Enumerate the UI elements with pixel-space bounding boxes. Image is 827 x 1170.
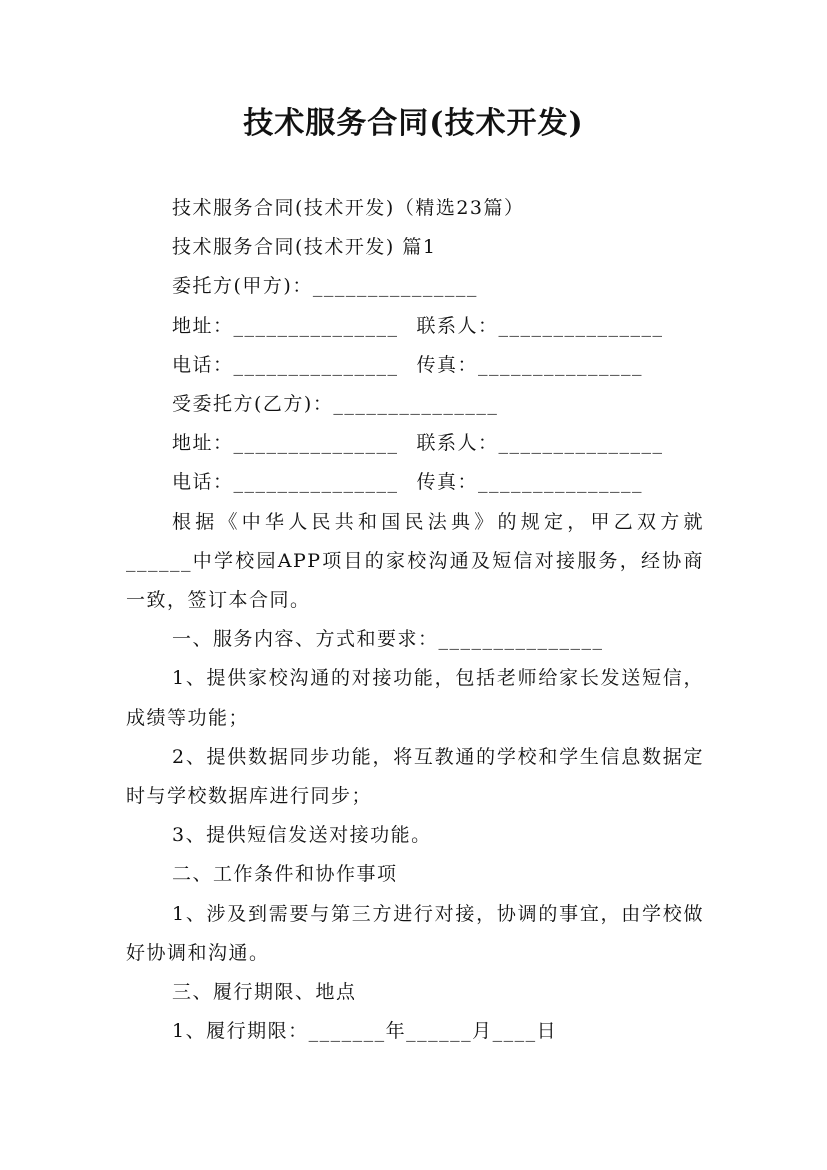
clause-1-heading: 一、服务内容、方式和要求：_______________	[172, 628, 604, 651]
party-b-fax: 传真：_______________	[416, 471, 644, 494]
party-a-fax: 传真：_______________	[416, 353, 644, 376]
party-b-contact: 联系人：_______________	[416, 432, 664, 455]
clause-3-heading: 三、履行期限、地点	[172, 981, 357, 1004]
clause-1-item-2: 2、提供数据同步功能，将互教通的学校和学生信息数据定时与学校数据库进行同步；	[126, 745, 704, 808]
party-b-address-contact	[126, 424, 704, 463]
party-b-phone-fax	[126, 463, 704, 502]
clause-1-item-3: 3、提供短信发送对接功能。	[172, 824, 432, 847]
document-title: 技术服务合同(技术开发)	[243, 106, 584, 141]
party-b-line: 受委托方(乙方)：_______________	[172, 393, 499, 416]
clause-2-heading: 二、工作条件和协作事项	[172, 863, 398, 886]
clause-2-item-1: 1、涉及到需要与第三方进行对接，协调的事宜，由学校做好协调和沟通。	[126, 902, 704, 964]
party-b-address: 地址：_______________	[172, 432, 399, 455]
party-a-line: 委托方(甲方)：_______________	[172, 275, 478, 298]
party-a-address: 地址：_______________	[172, 314, 399, 337]
section-heading: 技术服务合同(技术开发) 篇1	[172, 236, 437, 259]
clause-3-item-1: 1、履行期限：_______年______月____日	[172, 1020, 558, 1043]
document-body	[126, 189, 704, 1051]
preamble-paragraph: 根据《中华人民共和国民法典》的规定，甲乙双方就______中学校园APP项目的家校沟通及短信对接服务，经协商一致，签订本合同。	[126, 510, 704, 612]
party-a-phone-fax	[126, 346, 704, 385]
clause-1-item-1: 1、提供家校沟通的对接功能，包括老师给家长发送短信，成绩等功能；	[126, 667, 704, 729]
party-a-address-contact	[126, 307, 704, 346]
party-a-contact: 联系人：_______________	[416, 314, 664, 337]
subtitle-line: 技术服务合同(技术开发)（精选23篇）	[172, 197, 525, 219]
party-b-phone: 电话：_______________	[172, 471, 399, 494]
party-a-phone: 电话：_______________	[172, 353, 399, 376]
